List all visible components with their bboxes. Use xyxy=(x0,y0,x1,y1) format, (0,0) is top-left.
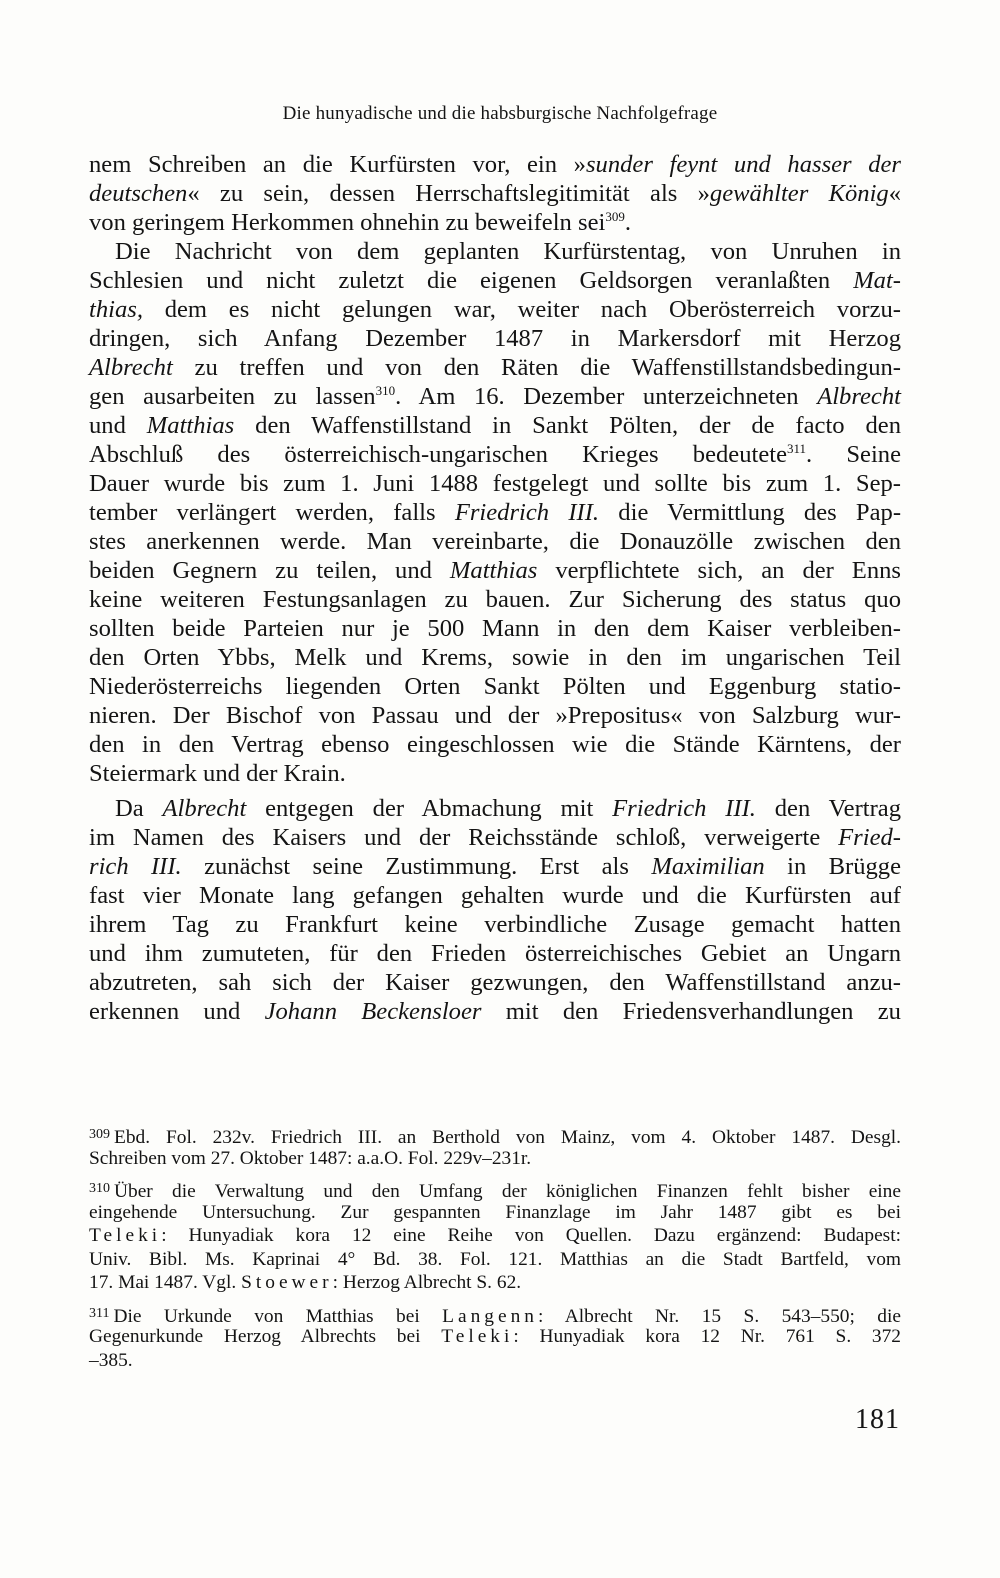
text-line: den in den Vertrag ebenso eingeschlossen wie die Stände Kärntens, der xyxy=(89,731,901,758)
author-name: Langenn xyxy=(442,1305,538,1327)
footnote-ref-310: 310 xyxy=(375,383,396,398)
text-line: und Matthias den Waffenstillstand in Sankt Pölten, der de facto den xyxy=(89,412,901,439)
text-line: dringen, sich Anfang Dezember 1487 in Markersdorf mit Herzog xyxy=(89,325,901,352)
footnote-line: 17. Mai 1487. Vgl. Stoewer: Herzog Albrecht S. 62. xyxy=(89,1272,522,1293)
footnote-line: eingehende Untersuchung. Zur gespannten Finanzlage im Jahr 1487 gibt es bei xyxy=(89,1201,901,1223)
text-line: sollten beide Parteien nur je 500 Mann in den dem Kaiser verbleiben- xyxy=(89,615,901,642)
text-line: Da Albrecht entgegen der Abmachung mit Friedrich III. den Vertrag xyxy=(115,795,902,822)
text-line: keine weiteren Festungsanlagen zu bauen. Zur Sicherung des status quo xyxy=(89,586,901,613)
text-line: erkennen und Johann Beckensloer mit den Friedensverhandlungen zu xyxy=(89,998,901,1025)
footnote-ref-311: 311 xyxy=(787,441,807,456)
footnote-line: Univ. Bibl. Ms. Kaprinai 4° Bd. 38. Fol. 121. Matthias an die Stadt Bartfeld, vom xyxy=(89,1248,901,1270)
page-number: 181 xyxy=(855,1404,900,1435)
text-line: den Orten Ybbs, Melk und Krems, sowie in den im ungarischen Teil xyxy=(89,644,901,671)
text-line: ihrem Tag zu Frankfurt keine verbindliche Zusage gemacht hatten xyxy=(89,911,901,938)
text-line: nieren. Der Bischof von Passau und der »Prepositus« von Salzburg wur- xyxy=(89,702,901,729)
footnote-number: 310 xyxy=(89,1181,110,1196)
text-line: nem Schreiben an die Kurfürsten vor, ein »sunder feynt und hasser der xyxy=(89,151,902,178)
text-line: tember verlängert werden, falls Friedrich III. die Vermittlung des Pap- xyxy=(89,499,902,526)
footnotes xyxy=(89,1123,901,1372)
footnote-line: Teleki: Hunyadiak kora 12 eine Reihe von Quellen. Dazu ergänzend: Budapest: xyxy=(89,1225,901,1246)
footnote-311 xyxy=(89,1302,901,1373)
author-name: Teleki xyxy=(89,1225,162,1246)
footnote-number: 309 xyxy=(89,1127,110,1142)
footnote-line: $^{310}$ Über die Verwaltung und den Umfang der königlichen Finanzen fehlt bisher eine xyxy=(89,1181,901,1202)
footnote-ref-309: 309 xyxy=(605,209,625,224)
text-line: gen ausarbeiten zu lassen$^{310}$. Am 16. Dezember unterzeichneten Albrecht xyxy=(89,383,901,410)
author-name: Teleki xyxy=(441,1326,514,1347)
footnote-309 xyxy=(89,1123,901,1170)
text-line: stes anerkennen werde. Man vereinbarte, die Donauzölle zwischen den xyxy=(89,528,901,555)
text-line: Dauer wurde bis zum 1. Juni 1488 festgelegt und sollte bis zum 1. Sep- xyxy=(89,470,901,497)
text-line: Abschluß des österreichisch-ungarischen Krieges bedeutete$^{311}$. Seine xyxy=(89,441,901,468)
text-line: von geringem Herkommen ohnehin zu beweifeln sei$^{309}$. xyxy=(89,209,631,236)
footnote-line: Gegenurkunde Herzog Albrechts bei Teleki: Hunyadiak kora 12 Nr. 761 S. 372 xyxy=(89,1326,901,1347)
text-line: Die Nachricht von dem geplanten Kurfürstentag, von Unruhen in xyxy=(115,238,901,265)
text-line: Schlesien und nicht zuletzt die eigenen Geldsorgen veranlaßten Mat- xyxy=(89,267,901,294)
text-line: im Namen des Kaisers und der Reichsstände schloß, verweigerte Fried- xyxy=(89,824,901,851)
footnote-number: 311 xyxy=(89,1305,110,1321)
text-line: beiden Gegnern zu teilen, und Matthias verpflichtete sich, an der Enns xyxy=(89,557,901,584)
footnote-line: $^{309}$ Ebd. Fol. 232v. Friedrich III. an Berthold von Mainz, vom 4. Oktober 1487. Desgl. xyxy=(89,1127,901,1148)
running-head: Die hunyadische und die habsburgische Nachfolgefrage xyxy=(282,103,718,124)
text-line: und ihm zumuteten, für den Frieden österreichisches Gebiet an Ungarn xyxy=(89,940,901,967)
author-name: Stoewer xyxy=(241,1272,333,1293)
body-text xyxy=(89,150,901,1026)
text-line: Niederösterreichs liegenden Orten Sankt Pölten und Eggenburg statio- xyxy=(89,673,901,700)
footnote-line: –385. xyxy=(89,1349,133,1371)
text-line: deutschen« zu sein, dessen Herrschaftslegitimität als »gewählter König« xyxy=(89,180,901,207)
text-line: abzutreten, sah sich der Kaiser gezwungen, den Waffenstillstand anzu- xyxy=(89,969,901,996)
footnote-line: Schreiben vom 27. Oktober 1487: a.a.O. Fol. 229v–231r. xyxy=(89,1147,532,1169)
text-line: Albrecht zu treffen und von den Räten die Waffenstillstandsbedingun- xyxy=(89,354,901,381)
text-line: thias, dem es nicht gelungen war, weiter nach Oberösterreich vorzu- xyxy=(89,296,901,323)
text-line: rich III. zunächst seine Zustimmung. Erst als Maximilian in Brügge xyxy=(89,853,902,880)
text-line: fast vier Monate lang gefangen gehalten wurde und die Kurfürsten auf xyxy=(89,882,901,909)
footnote-310 xyxy=(89,1177,901,1295)
footnote-line: $^{311}$ Die Urkunde von Matthias bei Langenn: Albrecht Nr. 15 S. 543–550; die xyxy=(89,1305,901,1327)
text-line: Steiermark und der Krain. xyxy=(89,760,346,787)
